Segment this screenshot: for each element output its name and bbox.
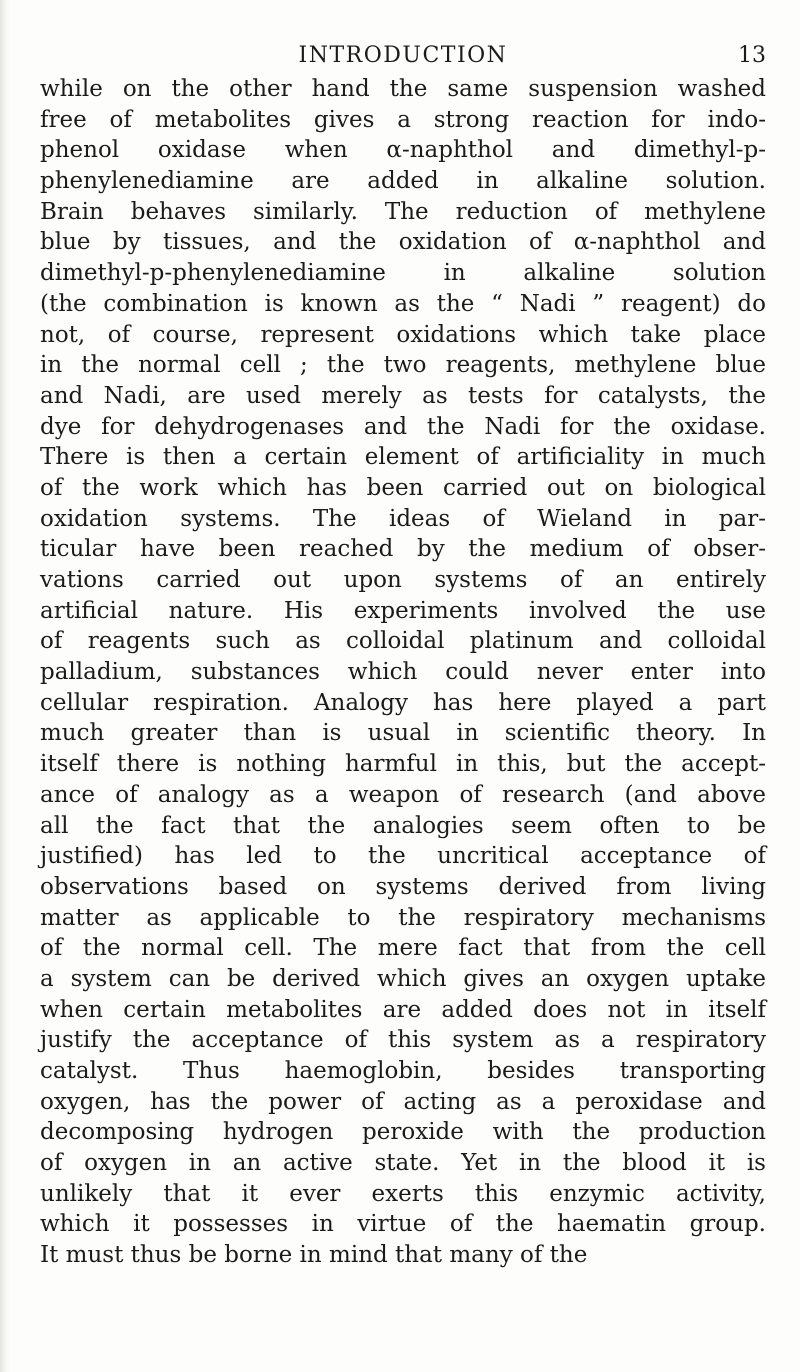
text-line: of the normal cell. The mere fact that from the cell — [40, 935, 766, 962]
text-line: dye for dehydrogenases and the Nadi for the oxidase. — [40, 413, 766, 440]
text-line: matter as applicable to the respiratory mechanisms — [40, 904, 766, 931]
text-line: blue by tissues, and the oxidation of α-naphthol and — [40, 229, 766, 256]
text-line: of the work which has been carried out on biological — [40, 474, 766, 501]
text-line: much greater than is usual in scientific theory. In — [40, 720, 766, 747]
text-line: It must thus be borne in mind that many of the — [40, 1242, 588, 1269]
text-line: not, of course, represent oxidations which take place — [40, 321, 766, 348]
text-line: cellular respiration. Analogy has here played a part — [40, 689, 766, 716]
text-line: of reagents such as colloidal platinum and colloidal — [40, 628, 766, 655]
text-line: justify the acceptance of this system as a respiratory — [40, 1027, 766, 1054]
text-line: oxygen, has the power of acting as a peroxidase and — [40, 1088, 766, 1115]
text-line: phenylenediamine are added in alkaline solution. — [40, 168, 766, 195]
text-line: artificial nature. His experiments involved the use — [40, 597, 766, 624]
text-line: all the fact that the analogies seem often to be — [40, 812, 766, 839]
text-line: dimethyl-p-phenylenediamine in alkaline solution — [40, 260, 766, 287]
text-line: oxidation systems. The ideas of Wieland in par- — [40, 505, 766, 532]
text-line: catalyst. Thus haemoglobin, besides transporting — [40, 1058, 766, 1084]
text-line: free of metabolites gives a strong reaction for indo- — [40, 106, 766, 133]
text-line: of oxygen in an active state. Yet in the blood it is — [40, 1150, 766, 1177]
text-line: itself there is nothing harmful in this, but the accept- — [40, 751, 766, 778]
text-line: phenol oxidase when α-naphthol and dimethyl-p- — [40, 137, 766, 164]
text-line: (the combination is known as the “ Nadi ” reagent) do — [40, 290, 766, 317]
text-line: decomposing hydrogen peroxide with the production — [40, 1119, 766, 1146]
text-line: There is then a certain element of artificiality in much — [40, 444, 766, 471]
text-line: in the normal cell ; the two reagents, methylene blue — [40, 352, 766, 379]
text-line: ance of analogy as a weapon of research (and above — [40, 781, 766, 808]
spine-shadow — [0, 0, 10, 1372]
text-line: observations based on systems derived from living — [40, 873, 766, 900]
text-line: which it possesses in virtue of the haematin group. — [40, 1211, 766, 1238]
body-text — [40, 74, 766, 1271]
page-number: 13 — [738, 43, 766, 68]
text-line: when certain metabolites are added does not in itself — [40, 996, 766, 1023]
running-head: INTRODUCTION — [298, 43, 508, 68]
page-header — [40, 40, 766, 72]
text-line: palladium, substances which could never enter into — [40, 659, 766, 686]
text-line: a system can be derived which gives an oxygen uptake — [40, 965, 766, 992]
text-line: ticular have been reached by the medium of obser- — [40, 536, 766, 563]
text-line: and Nadi, are used merely as tests for catalysts, the — [40, 382, 766, 409]
text-line: unlikely that it ever exerts this enzymic activity, — [40, 1180, 766, 1207]
text-line: while on the other hand the same suspension washed — [40, 76, 766, 102]
text-line: justified) has led to the uncritical acceptance of — [40, 843, 766, 870]
text-line: Brain behaves similarly. The reduction of methylene — [40, 198, 766, 225]
text-line: vations carried out upon systems of an entirely — [40, 567, 766, 593]
